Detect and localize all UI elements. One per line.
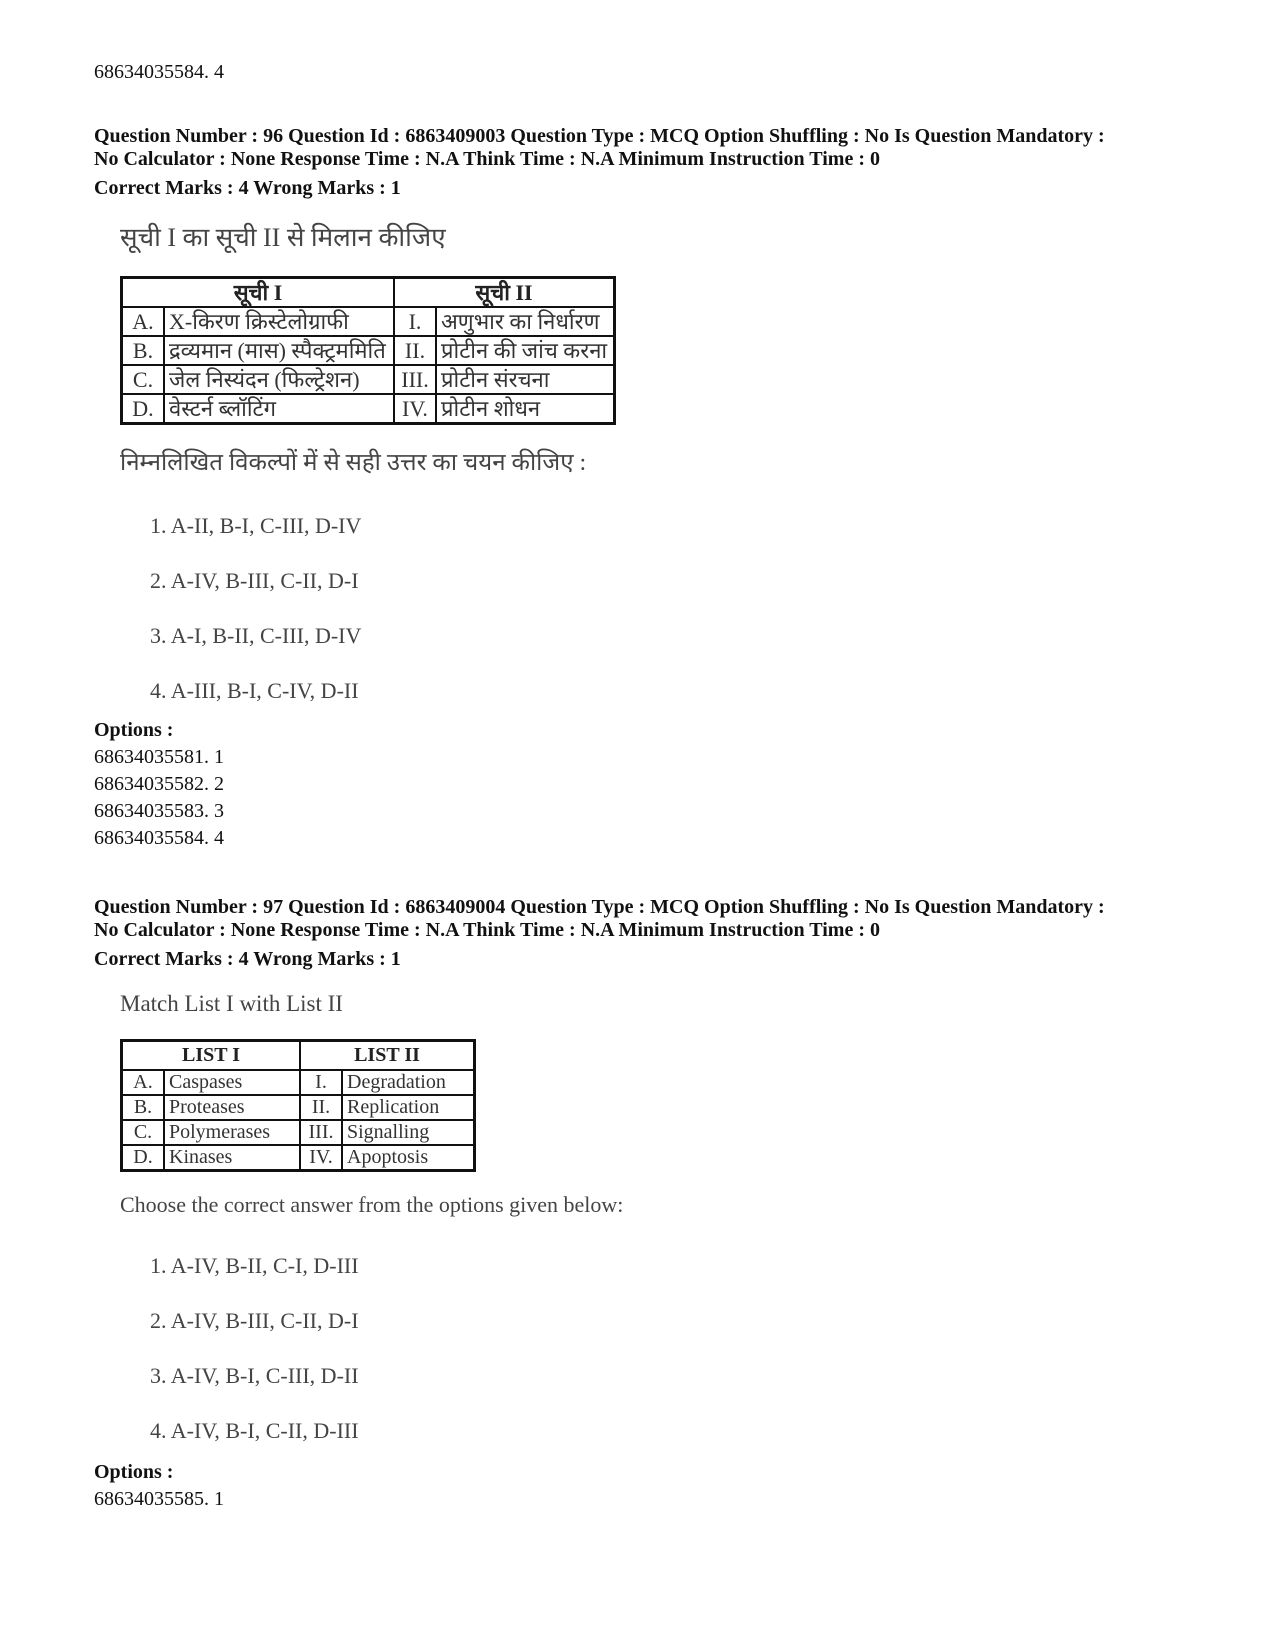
table-row xyxy=(122,1145,475,1171)
options-block-97 xyxy=(94,1460,224,1511)
question-instruction: Choose the correct answer from the options given below: xyxy=(120,1192,624,1217)
table-row xyxy=(122,394,615,424)
choice-3: 3. A-IV, B-I, C-III, D-II xyxy=(150,1363,359,1388)
list-1-header: LIST I xyxy=(122,1041,301,1071)
option-item: 68634035583. 3 xyxy=(94,800,224,822)
list-2-numeral: III. xyxy=(394,365,436,394)
options-label: Options : xyxy=(94,1461,174,1483)
list-2-header: LIST II xyxy=(300,1041,475,1071)
list-1-letter: D. xyxy=(122,394,165,424)
choice-4: 4. A-IV, B-I, C-II, D-III xyxy=(150,1418,359,1443)
list-1-letter: B. xyxy=(122,336,165,365)
choice-2: 2. A-IV, B-III, C-II, D-I xyxy=(150,568,359,593)
table-row xyxy=(122,336,615,365)
list-1-letter: A. xyxy=(122,307,165,336)
list-1-item: वेस्टर्न ब्लॉटिंग xyxy=(164,394,394,424)
list-2-item: Apoptosis xyxy=(342,1145,475,1171)
question-meta-line-2: No Calculator : None Response Time : N.A Think Time : N.A Minimum Instruction Time : 0 xyxy=(94,148,880,170)
list-2-item: प्रोटीन शोधन xyxy=(436,394,615,424)
options-label: Options : xyxy=(94,719,174,741)
table-row xyxy=(122,1095,475,1120)
list-1-letter: A. xyxy=(122,1070,165,1095)
list-1-item: Caspases xyxy=(164,1070,300,1095)
match-table xyxy=(120,276,616,425)
list-1-letter: C. xyxy=(122,365,165,394)
option-item: 68634035581. 1 xyxy=(94,746,224,768)
option-item: 68634035584. 4 xyxy=(94,827,224,849)
list-1-letter: D. xyxy=(122,1145,165,1171)
list-2-item: Degradation xyxy=(342,1070,475,1095)
question-body xyxy=(120,218,1214,718)
choice-3: 3. A-I, B-II, C-III, D-IV xyxy=(150,623,362,648)
list-1-item: Proteases xyxy=(164,1095,300,1120)
list-1-item: द्रव्यमान (मास) स्पैक्ट्रममिति xyxy=(164,336,394,365)
question-96 xyxy=(94,125,1214,718)
list-1-letter: B. xyxy=(122,1095,165,1120)
list-2-numeral: III. xyxy=(300,1120,342,1145)
table-row xyxy=(122,1070,475,1095)
table-row xyxy=(122,365,615,394)
table-header-row xyxy=(122,1041,475,1071)
list-2-item: Signalling xyxy=(342,1120,475,1145)
list-1-header: सूची I xyxy=(122,278,395,308)
list-2-numeral: IV. xyxy=(300,1145,342,1171)
question-meta-line-2: No Calculator : None Response Time : N.A Think Time : N.A Minimum Instruction Time : 0 xyxy=(94,919,880,941)
question-title: Match List I with List II xyxy=(120,991,343,1016)
list-2-numeral: I. xyxy=(300,1070,342,1095)
prev-option-line: 68634035584. 4 xyxy=(94,61,224,83)
choice-1: 1. A-IV, B-II, C-I, D-III xyxy=(150,1253,359,1278)
table-row xyxy=(122,307,615,336)
list-2-numeral: I. xyxy=(394,307,436,336)
table-row xyxy=(122,1120,475,1145)
list-2-header: सूची II xyxy=(394,278,615,308)
question-marks: Correct Marks : 4 Wrong Marks : 1 xyxy=(94,948,401,970)
table-header-row xyxy=(122,278,615,308)
question-meta-line-1: Question Number : 97 Question Id : 6863409004 Question Type : MCQ Option Shuffling : No Is Question Mandatory : xyxy=(94,896,1105,918)
option-item: 68634035582. 2 xyxy=(94,773,224,795)
list-1-item: Polymerases xyxy=(164,1120,300,1145)
option-item: 68634035585. 1 xyxy=(94,1488,224,1510)
question-97 xyxy=(94,896,1214,1458)
question-instruction: निम्नलिखित विकल्पों में से सही उत्तर का चयन कीजिए : xyxy=(120,450,587,476)
list-2-numeral: II. xyxy=(394,336,436,365)
list-2-numeral: IV. xyxy=(394,394,436,424)
list-2-item: Replication xyxy=(342,1095,475,1120)
question-marks: Correct Marks : 4 Wrong Marks : 1 xyxy=(94,177,401,199)
list-1-letter: C. xyxy=(122,1120,165,1145)
question-title: सूची I का सूची II से मिलान कीजिए xyxy=(120,223,446,252)
list-1-item: जेल निस्यंदन (फिल्ट्रेशन) xyxy=(164,365,394,394)
list-2-item: अणुभार का निर्धारण xyxy=(436,307,615,336)
choice-4: 4. A-III, B-I, C-IV, D-II xyxy=(150,678,359,703)
options-block-96 xyxy=(94,718,224,850)
choice-2: 2. A-IV, B-III, C-II, D-I xyxy=(150,1308,359,1333)
question-body xyxy=(120,991,1214,1458)
list-2-numeral: II. xyxy=(300,1095,342,1120)
choice-1: 1. A-II, B-I, C-III, D-IV xyxy=(150,513,362,538)
list-2-item: प्रोटीन की जांच करना xyxy=(436,336,615,365)
list-1-item: X-किरण क्रिस्टेलोग्राफी xyxy=(164,307,394,336)
list-2-item: प्रोटीन संरचना xyxy=(436,365,615,394)
list-1-item: Kinases xyxy=(164,1145,300,1171)
question-meta-line-1: Question Number : 96 Question Id : 6863409003 Question Type : MCQ Option Shuffling : No Is Question Mandatory : xyxy=(94,125,1105,147)
match-table xyxy=(120,1039,476,1172)
